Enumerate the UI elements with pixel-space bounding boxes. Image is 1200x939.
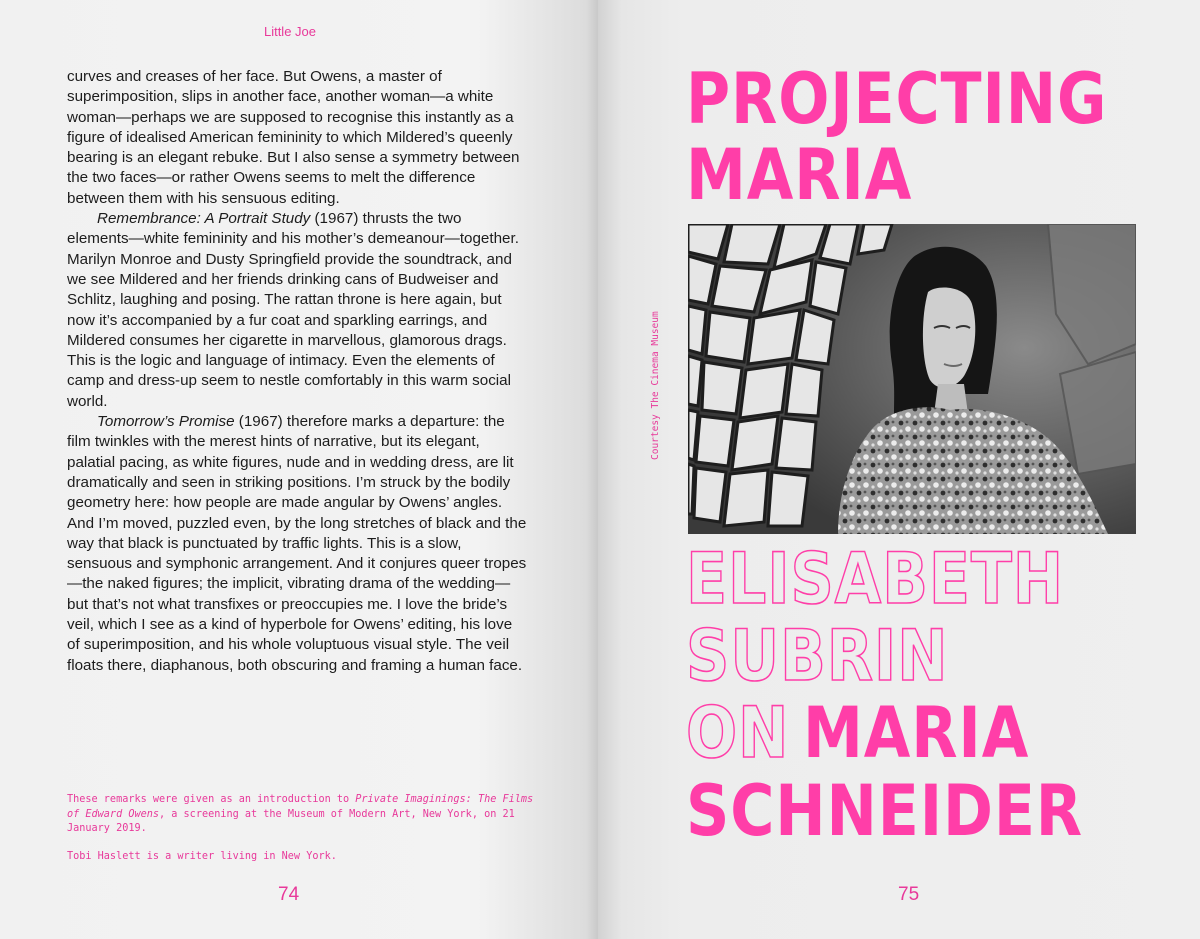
paragraph-2-text: (1967) thrusts the two elements—white femininity and his mother’s demeanour—together. Marilyn Monroe and Dusty Springfield provide the soundtrack, and we see Mildered and her friends drinking cans of Budweiser and Schlitz, laughing and posing. The rattan throne is here again, but now it’s accompanied by a fur coat and sparkling earrings, and Mildered consumes her cigarette in marvellous, glamorous drags. This is the logic and language of intimacy. Even the elements of camp and dress-up seem to nestle comfortably in this warm social world.	[67, 210, 519, 410]
portrait-photo-illustration	[688, 224, 1136, 534]
running-head: Little Joe	[263, 24, 317, 39]
title-line-maria: MARIA	[686, 134, 913, 216]
title-line-projecting: PROJECTING	[686, 58, 1108, 140]
author-bio: Tobi Haslett is a writer living in New York.	[67, 850, 337, 862]
footnote-italic: Private Imaginings: The Films of Edward Owens	[67, 794, 534, 820]
subtitle-line-elisabeth: ELISABETH	[686, 538, 1065, 620]
right-page	[598, 0, 1200, 939]
footnotes	[67, 793, 537, 877]
paragraph-3	[67, 412, 527, 676]
page-number-left: 74	[278, 884, 300, 905]
subtitle-line-schneider: SCHNEIDER	[686, 770, 1084, 852]
subtitle-line-subrin: SUBRIN	[686, 615, 949, 697]
subtitle-word-on: ON	[686, 692, 790, 774]
footnote	[67, 793, 537, 837]
footnote-pre: These remarks were given as an introduction to	[67, 794, 356, 805]
subtitle-word-maria: MARIA	[803, 692, 1030, 774]
photo-credit: Courtesy The Cinema Museum	[650, 311, 661, 460]
left-page	[0, 0, 598, 939]
film-title-remembrance: Remembrance: A Portrait Study	[97, 210, 311, 228]
paragraph-1	[67, 67, 527, 209]
page-number-right: 75	[898, 884, 920, 905]
footnote-post: , a screening at the Museum of Modern Art, New York, on 21 January 2019.	[67, 808, 515, 834]
paragraph-3-text: (1967) therefore marks a departure: the film twinkles with the merest hints of narrative, but its elegant, palatial pacing, as white figures, nude and in wedding dress, are lit dramatically and seen in striking positions. I’m struck by the bodily geometry here: how people are made angular by Owens’ angles. And I’m moved, puzzled even, by the long stretches of black and the way that black is punctuated by traffic lights. This is a slow, sensuous and symphonic arrangement. And it conjures queer tropes—the naked figures; the implicit, vibrating drama of the wedding—but that’s not what transfixes or preoccupies me. I love the bride’s veil, which I see as a kind of hyperbole for Owens’ editing, his love of superimposition, and his whole voluptuous visual style. The veil floats there, diaphanous, both obscuring and framing a human face.	[67, 413, 527, 674]
film-title-tomorrows-promise: Tomorrow’s Promise	[97, 413, 235, 431]
paragraph-2	[67, 209, 527, 412]
portrait-photo	[688, 224, 1136, 534]
article-body	[67, 67, 527, 676]
paragraph-1-text: curves and creases of her face. But Owens, a master of superimposition, slips in another face, another woman—a white woman—perhaps we are supposed to recognise this instantly as a figure of idealised American femininity to which Mildered’s queenly bearing is an elegant rebuke. But I also sense a symmetry between the two faces—or rather Owens seems to melt the difference between them with his sensuous editing.	[67, 68, 520, 207]
